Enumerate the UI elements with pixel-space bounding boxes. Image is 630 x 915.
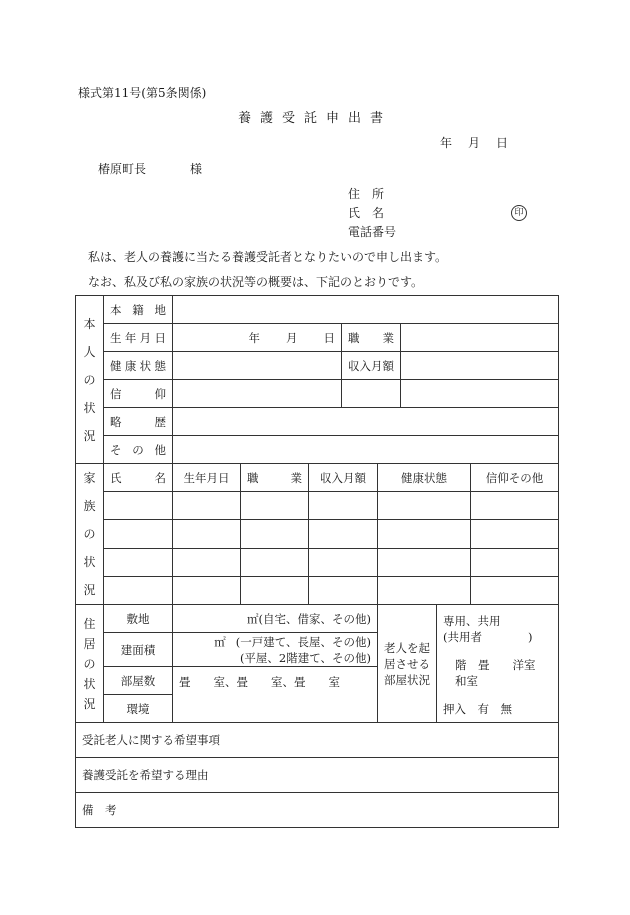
family-cell[interactable]	[378, 576, 471, 604]
family-cell[interactable]	[471, 492, 559, 520]
date-month: 月	[468, 136, 481, 150]
family-cell[interactable]	[241, 492, 309, 520]
closet-option: 押入 有 無	[443, 702, 512, 716]
family-row	[76, 548, 559, 576]
floor-area-label: 建面積	[104, 633, 173, 667]
family-cell[interactable]	[309, 520, 378, 548]
family-cell[interactable]	[309, 576, 378, 604]
address-label: 住 所	[348, 187, 385, 201]
addressee	[98, 163, 202, 175]
site-label: 敷地	[104, 605, 173, 633]
family-section-label: 家 族 の 状 況	[76, 464, 104, 605]
applicant-phone	[348, 226, 418, 238]
name-label: 氏 名	[348, 206, 385, 220]
family-header-health: 健康状態	[378, 464, 471, 492]
family-cell[interactable]	[173, 520, 241, 548]
birth-date-field[interactable]: 年 月 日	[173, 324, 342, 352]
sharer-field: (共用者 )	[443, 630, 533, 644]
remarks-field[interactable]: 備 考	[76, 793, 559, 828]
rooms-label: 部屋数	[104, 667, 173, 695]
history-field[interactable]	[173, 408, 559, 436]
environment-label: 環境	[104, 695, 173, 723]
submission-date	[440, 137, 524, 149]
self-section-label: 本 人 の 状 況	[76, 296, 104, 464]
family-cell[interactable]	[104, 492, 173, 520]
family-header-name: 氏名	[104, 464, 173, 492]
religion-extra-field-2[interactable]	[401, 380, 559, 408]
site-field[interactable]: ㎡(自宅、借家、その他)	[173, 605, 378, 633]
application-form-table	[75, 295, 559, 828]
addressee-honorific: 様	[190, 162, 203, 176]
family-row	[76, 576, 559, 604]
floor-unit: ㎡	[214, 634, 226, 649]
family-cell[interactable]	[241, 548, 309, 576]
floor-types-2: (平屋、2階建て、その他)	[239, 650, 371, 665]
family-cell[interactable]	[378, 492, 471, 520]
elderly-room-label: 老人を起居させる部屋状況	[378, 605, 437, 723]
family-cell[interactable]	[471, 548, 559, 576]
housing-section-label: 住 居 の 状 況	[76, 605, 104, 723]
family-cell[interactable]	[104, 520, 173, 548]
date-day: 日	[496, 136, 509, 150]
floor-tatami: 階 畳 洋室	[455, 658, 536, 672]
declaration-paragraph: 私は、老人の養護に当たる養護受託者となりたいので申し出ます。	[88, 250, 448, 264]
health-label: 健康状態	[104, 352, 173, 380]
usage-option: 専用、共用	[443, 614, 501, 628]
occupation-label: 職業	[342, 324, 401, 352]
family-cell[interactable]	[104, 576, 173, 604]
family-cell[interactable]	[378, 520, 471, 548]
family-cell[interactable]	[241, 576, 309, 604]
reason-field[interactable]: 養護受託を希望する理由	[76, 758, 559, 793]
family-cell[interactable]	[378, 548, 471, 576]
date-year: 年	[440, 136, 453, 150]
honseki-label: 本籍地	[104, 296, 173, 324]
income-field[interactable]	[401, 352, 559, 380]
family-row	[76, 492, 559, 520]
income-label: 収入月額	[342, 352, 401, 380]
family-cell[interactable]	[173, 492, 241, 520]
addressee-name: 椿原町長	[98, 162, 147, 176]
religion-field[interactable]	[173, 380, 342, 408]
family-cell[interactable]	[309, 492, 378, 520]
elderly-room-field[interactable]	[437, 605, 559, 723]
religion-label: 信仰	[104, 380, 173, 408]
japanese-room: 和室	[455, 674, 478, 688]
phone-label: 電話番号	[348, 225, 397, 239]
family-cell[interactable]	[309, 548, 378, 576]
requests-field[interactable]: 受託老人に関する希望事項	[76, 723, 559, 758]
applicant-address	[348, 188, 418, 200]
history-label: 略歴	[104, 408, 173, 436]
form-number: 様式第11号(第5条関係)	[78, 86, 207, 100]
other-label: その他	[104, 436, 173, 464]
floor-area-field[interactable]	[173, 633, 378, 667]
rooms-field[interactable]: 畳 室、畳 室、畳 室	[173, 667, 378, 723]
family-header-income: 収入月額	[309, 464, 378, 492]
seal-mark: 印	[511, 205, 527, 221]
family-cell[interactable]	[241, 520, 309, 548]
document-title: 養護受託申出書	[237, 111, 392, 126]
family-header-occupation: 職業	[241, 464, 309, 492]
floor-types-1: (一戸建て、長屋、その他)	[235, 634, 371, 649]
birth-date-label: 生年月日	[104, 324, 173, 352]
honseki-field[interactable]	[173, 296, 559, 324]
health-field[interactable]	[173, 352, 342, 380]
summary-paragraph: なお、私及び私の家族の状況等の概要は、下記のとおりです。	[88, 275, 424, 289]
family-header-religion: 信仰その他	[471, 464, 559, 492]
family-row	[76, 520, 559, 548]
other-field[interactable]	[173, 436, 559, 464]
occupation-field[interactable]	[401, 324, 559, 352]
family-cell[interactable]	[173, 576, 241, 604]
religion-extra-field[interactable]	[342, 380, 401, 408]
family-cell[interactable]	[104, 548, 173, 576]
applicant-name	[348, 207, 418, 219]
family-cell[interactable]	[471, 576, 559, 604]
family-cell[interactable]	[173, 548, 241, 576]
family-cell[interactable]	[471, 520, 559, 548]
family-header-birth: 生年月日	[173, 464, 241, 492]
